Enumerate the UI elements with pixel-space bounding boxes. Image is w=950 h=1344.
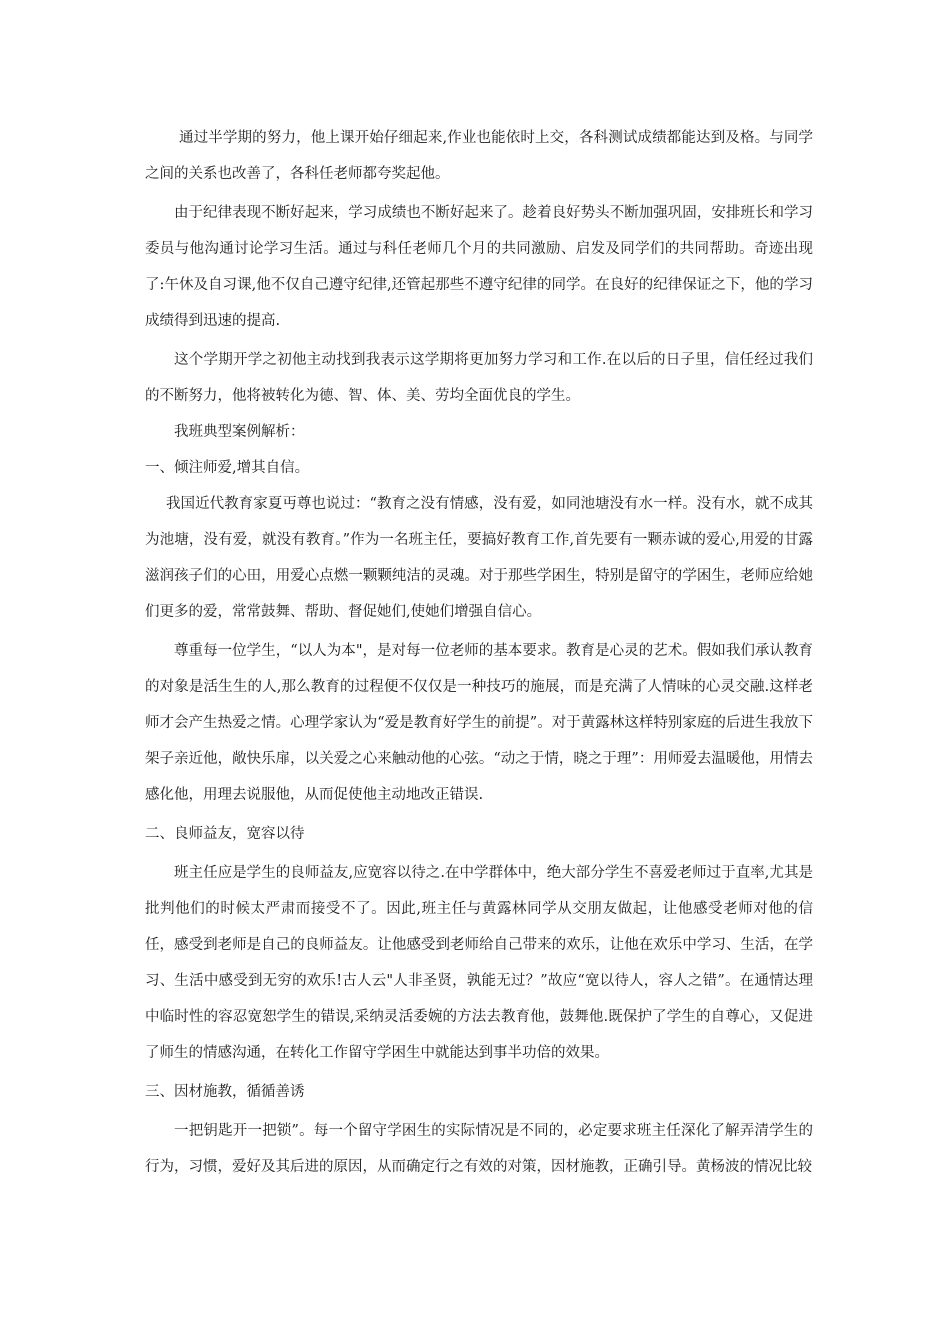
paragraph-progress: 通过半学期的努力，他上课开始仔细起来,作业也能依时上交，各科测试成绩都能达到及格。与同学之间的关系也改善了，各科任老师都夸奖起他。 (145, 130, 813, 182)
section-heading-1: 一、倾注师爱,增其自信。 (145, 460, 310, 476)
paragraph-respect-students: 尊重每一位学生，“以人为本"，是对每一位老师的基本要求。教育是心灵的艺术。假如我们承认教育的对象是活生生的人,那么教育的过程便不仅仅是一种技巧的施展，而是充满了人情味的心灵交融.这样老师才会产生热爱之情。心理学家认为“爱是教育好学生的前提”。对于黄露林这样特别家庭的后进生我放下架子亲近他，敞快乐扉，以关爱之心来触动他的心弦。“动之于情，晓之于理”：用师爱去温暖他，用情去感化他，用理去说服他，从而促使他主动地改正错误. (145, 643, 813, 803)
document-page (145, 120, 813, 1185)
paragraph-discipline: 由于纪律表现不断好起来，学习成绩也不断好起来了。趁着良好势头不断加强巩固，安排班长和学习委员与他沟通讨论学习生活。通过与科任老师几个月的共同激励、启发及同学们的共同帮助。奇迹出现了:午休及自习课,他不仅自己遵守纪律,还管起那些不遵守纪律的同学。在良好的纪律保证之下，他的学习成绩得到迅速的提高. (145, 205, 813, 329)
paragraph-new-semester: 这个学期开学之初他主动找到我表示这学期将更加努力学习和工作.在以后的日子里，信任经过我们的不断努力，他将被转化为德、智、体、美、劳均全面优良的学生。 (145, 352, 813, 404)
section-heading-3: 三、因材施教，循循善诱 (145, 1084, 305, 1100)
paragraph-teacher-love: 我国近代教育家夏丏尊也说过：“教育之没有情感，没有爱，如同池塘没有水一样。没有水，就不成其为池塘，没有爱，就没有教育。”作为一名班主任，要搞好教育工作,首先要有一颗赤诚的爱心,用爱的甘露滋润孩子们的心田，用爱心点燃一颗颗纯洁的灵魂。对于那些学困生，特别是留守的学困生，老师应给她们更多的爱，常常鼓舞、帮助、督促她们,使她们增强自信心。 (145, 496, 813, 620)
paragraph-mentor-friend: 班主任应是学生的良师益友,应宽容以待之.在中学群体中，绝大部分学生不喜爱老师过于直率,尤其是批判他们的时候太严肃而接受不了。因此,班主任与黄露林同学从交朋友做起，让他感受老师对他的信任，感受到老师是自己的良师益友。让他感受到老师给自己带来的欢乐，让他在欢乐中学习、生活，在学习、生活中感受到无穷的欢乐!古人云"人非圣贤，孰能无过？”故应“宽以待人，容人之错”。在通情达理中临时性的容忍宽恕学生的错误,采纳灵活委婉的方法去教育他，鼓舞他.既保护了学生的自尊心，又促进了师生的情感沟通，在转化工作留守学困生中就能达到事半功倍的效果。 (145, 865, 813, 1061)
case-analysis-intro: 我班典型案例解析： (174, 424, 305, 440)
paragraph-individual-teaching: 一把钥匙开一把锁”。每一个留守学困生的实际情况是不同的，必定要求班主任深化了解弄清学生的行为，习惯，爱好及其后进的原因，从而确定行之有效的对策，因材施教，正确引导。黄杨波的情况比较 (145, 1123, 813, 1175)
section-heading-2: 二、良师益友，宽容以待 (145, 826, 305, 842)
